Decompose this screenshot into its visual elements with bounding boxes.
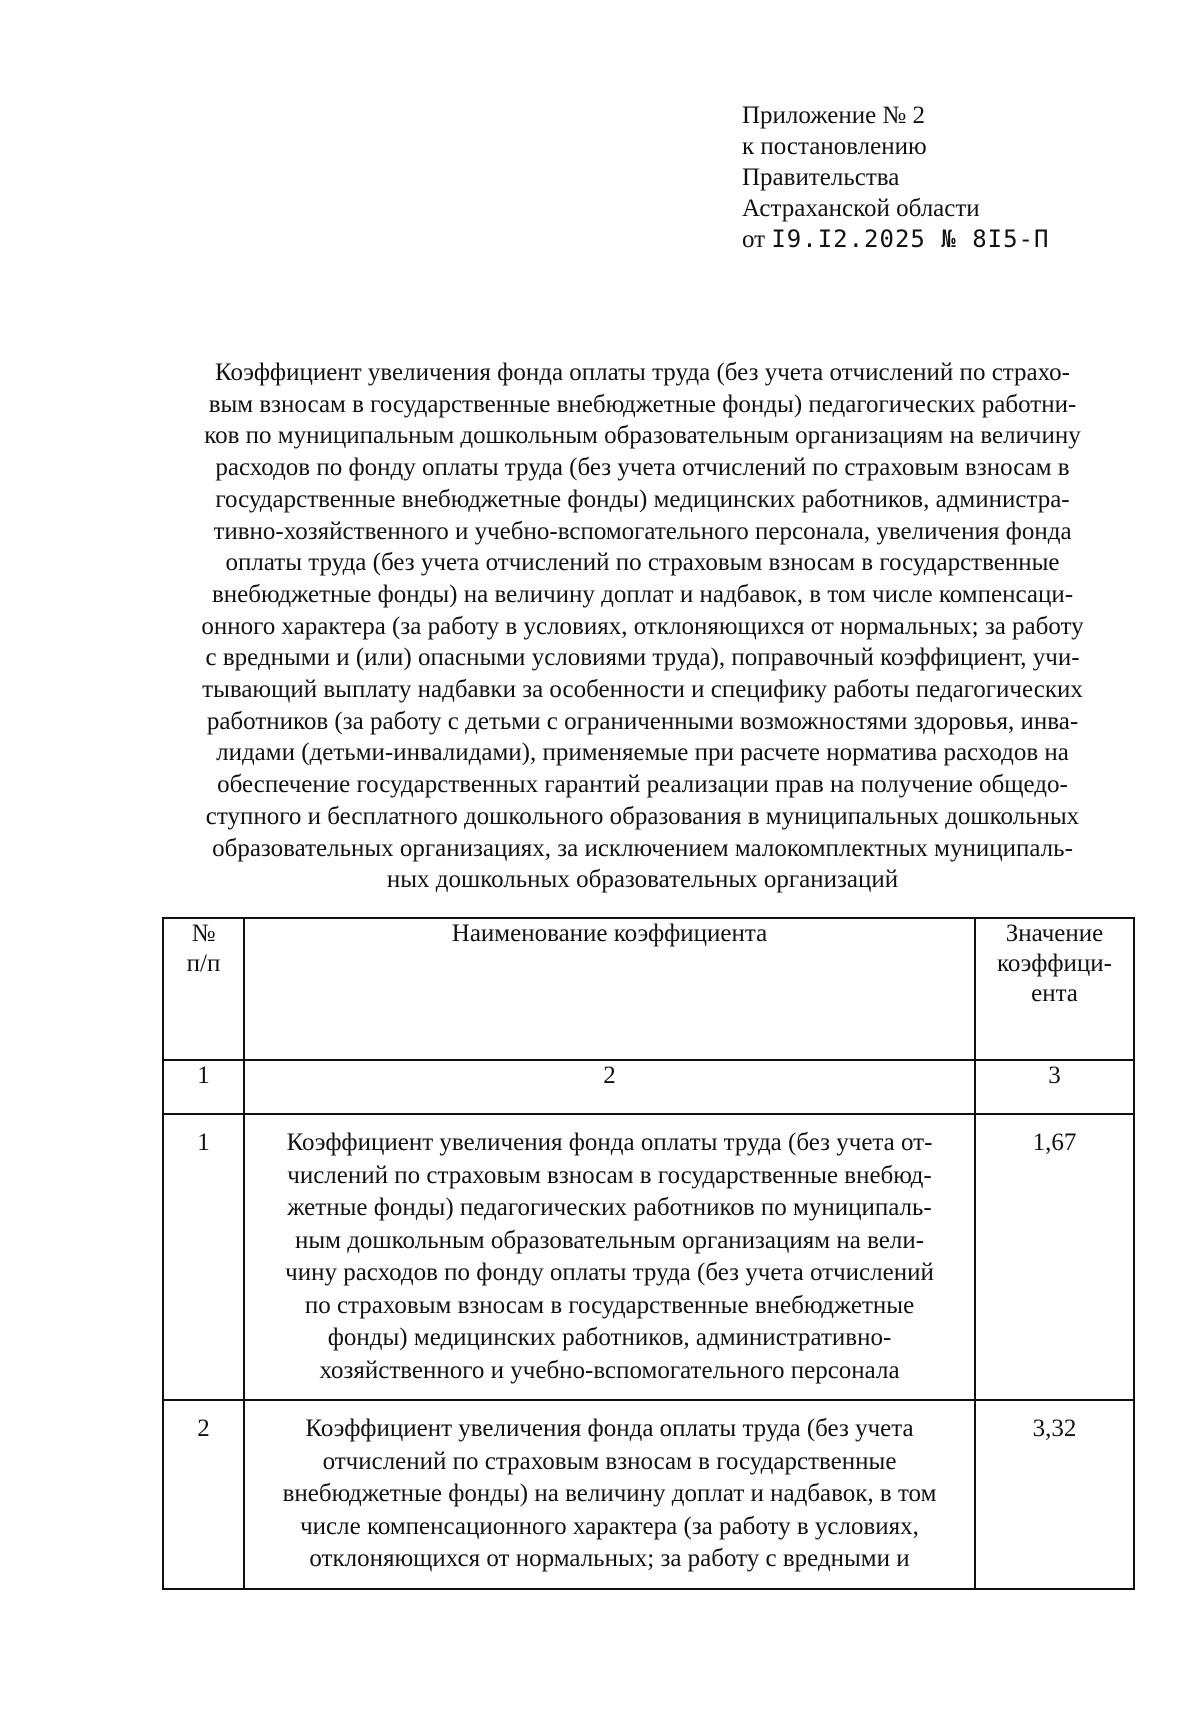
- row-name-cell: [244, 1114, 975, 1400]
- row-name-line: отчислений по страховым взносам в государственные: [322, 1447, 897, 1475]
- table-row: [163, 1400, 1134, 1589]
- appendix-line: Приложение № 2: [742, 102, 926, 129]
- title-line: с вредными и (или) опасными условиями труда), поправочный коэффициент, учи-: [205, 644, 1080, 672]
- title-line: внебюджетные фонды) на величину доплат и надбавок, в том числе компенсаци-: [211, 580, 1074, 608]
- row-name-line: хозяйственного и учебно-вспомогательного персонала: [319, 1356, 900, 1384]
- column-number: 1: [163, 1060, 244, 1114]
- column-number: 3: [975, 1060, 1134, 1114]
- title-line: онного характера (за работу в условиях, отклоняющихся от нормальных; за работу: [201, 612, 1084, 640]
- title-line: ков по муниципальным дошкольным образовательным организациям на величину: [204, 422, 1081, 450]
- row-name-line: по страховым взносам в государственные внебюджетные: [304, 1291, 915, 1319]
- row-name-line: числе компенсационного характера (за работу в условиях,: [300, 1512, 919, 1540]
- row-name-line: чину расходов по фонду оплаты труда (без учета отчислений: [285, 1259, 934, 1286]
- header-value: [975, 918, 1134, 1060]
- column-number-row: [163, 1060, 1134, 1114]
- title-line: ступного и бесплатного дошкольного образования в муниципальных дошкольных: [205, 802, 1080, 830]
- table-header-row: [163, 918, 1134, 1060]
- title-line: лидами (детьми-инвалидами), применяемые при расчете норматива расходов на: [216, 739, 1069, 767]
- title-line: обеспечение государственных гарантий реализации прав на получение общедо-: [217, 771, 1068, 799]
- title-line: образовательных организациях, за исключением малокомплектных муниципаль-: [212, 834, 1073, 862]
- header-num-line: №: [191, 920, 216, 947]
- title-line: ных дошкольных образовательных организаций: [386, 866, 899, 894]
- row-name-line: числений по страховым взносам в государственные внебюд-: [287, 1161, 932, 1189]
- title-line: вым взносам в государственные внебюджетные фонды) педагогических работни-: [208, 390, 1077, 418]
- appendix-block: [742, 100, 1049, 255]
- header-num: [163, 918, 244, 1060]
- coefficient-table: [162, 917, 1135, 1590]
- row-name-line: ным дошкольным образовательным организациям на вели-: [294, 1226, 925, 1254]
- row-num: 2: [197, 1415, 210, 1442]
- row-name-line: отклоняющихся от нормальных; за работу с вредными и: [309, 1545, 910, 1572]
- header-name: [244, 918, 975, 1060]
- title-line: работников (за работу с детьми с ограниченными возможностями здоровья, инва-: [206, 707, 1079, 735]
- appendix-line: к постановлению: [742, 133, 927, 160]
- appendix-date-line: [742, 224, 1049, 255]
- resolution-date-number: I9.I2.2025 № 8I5-П: [771, 225, 1050, 253]
- row-value-cell: [975, 1114, 1134, 1400]
- row-name-line: жетные фонды) педагогических работников по муниципаль-: [287, 1194, 932, 1221]
- row-num-cell: [163, 1114, 244, 1400]
- header-value-line: коэффици-: [997, 950, 1112, 977]
- row-num: 1: [197, 1129, 210, 1156]
- header-value-line: ента: [1031, 980, 1078, 1007]
- row-name-line: внебюджетные фонды) на величину доплат и надбавок, в том: [282, 1480, 937, 1507]
- appendix-line: Правительства: [742, 164, 900, 191]
- row-name-line: Коэффициент увеличения фонда оплаты труда (без учета от-: [286, 1129, 933, 1156]
- title-line: государственные внебюджетные фонды) медицинских работников, администра-: [215, 485, 1070, 513]
- document-title: [155, 357, 1130, 896]
- row-num-cell: [163, 1400, 244, 1589]
- row-name-cell: [244, 1400, 975, 1589]
- title-line: тывающий выплату надбавки за особенности и специфику работы педагогических: [202, 676, 1083, 704]
- title-line: оплаты труда (без учета отчислений по страховым взносам в государственные: [225, 549, 1060, 577]
- header-num-line: п/п: [186, 950, 221, 977]
- title-line: расходов по фонду оплаты труда (без учета отчислений по страховым взносам в: [215, 454, 1070, 482]
- date-prefix: от: [742, 226, 766, 253]
- column-number: 2: [244, 1060, 975, 1114]
- header-value-line: Значение: [1005, 920, 1104, 947]
- row-name-line: фонды) медицинских работников, административно-: [327, 1324, 892, 1351]
- row-value-cell: [975, 1400, 1134, 1589]
- table-row: [163, 1114, 1134, 1400]
- row-value: 1,67: [1032, 1129, 1077, 1156]
- row-name-line: Коэффициент увеличения фонда оплаты труда (без учета: [305, 1415, 914, 1442]
- title-line: тивно-хозяйственного и учебно-вспомогательного персонала, увеличения фонда: [213, 517, 1072, 545]
- appendix-line: Астраханской области: [742, 195, 980, 222]
- header-name-line: Наименование коэффициента: [451, 920, 768, 947]
- row-value: 3,32: [1032, 1415, 1077, 1442]
- title-line: Коэффициент увеличения фонда оплаты труда (без учета отчислений по страхо-: [215, 359, 1070, 386]
